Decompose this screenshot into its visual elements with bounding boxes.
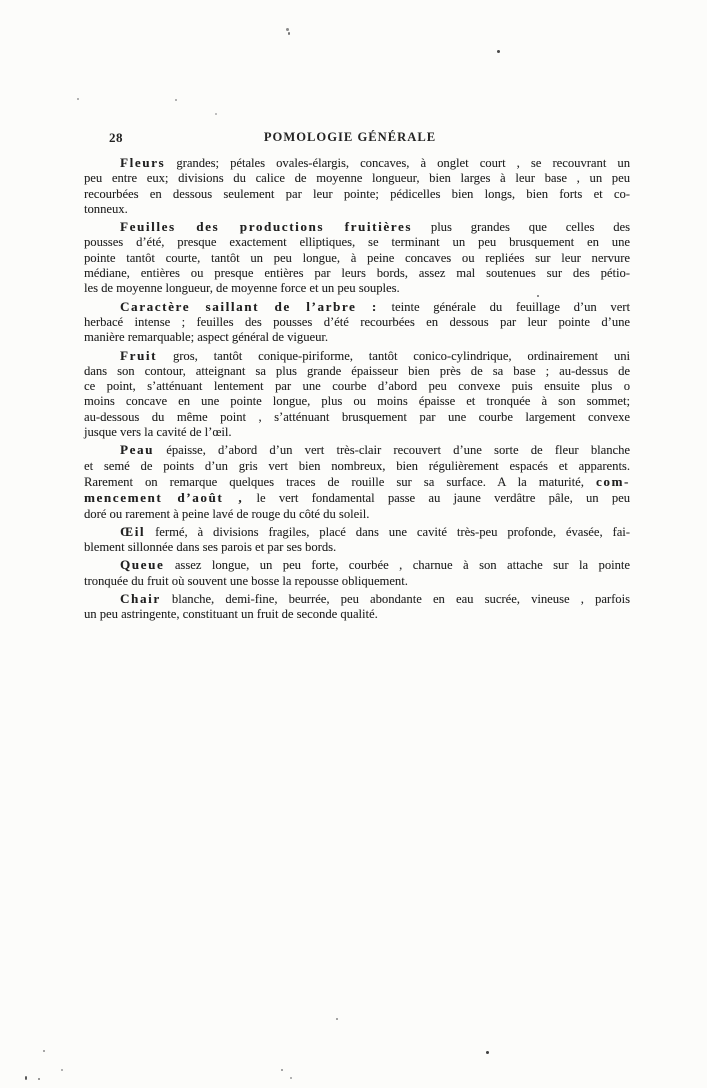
body-text: ce point, s’atténuant lentement par une courbe d’abord peu convexe puis ensuite plus o: [84, 379, 630, 394]
paragraph: [84, 155, 630, 217]
lead-word: Chair: [120, 591, 161, 607]
body-text: moins concave en une pointe longue, plus ou moins épaisse et tronquée à son sommet;: [84, 394, 630, 409]
lead-word: Feuilles des productions fruitières: [120, 219, 413, 235]
body-text: pointe tantôt courte, tantôt un peu longue, à peine concaves ou repliées sur leur nervure: [84, 250, 630, 265]
body-text: blement sillonnée dans ses parois et par ses bords.: [84, 540, 337, 555]
lead-word: Queue: [120, 557, 165, 573]
text-line: [84, 219, 630, 235]
text-line: [84, 299, 630, 315]
body-text: recourbées en dessous seulement par leur pointe; pédicelles bien longs, bien forts et co-: [84, 186, 630, 201]
body-text: herbacé intense ; feuilles des pousses d’été recourbées en dessous par leur pointe d’une: [84, 314, 630, 329]
text-line: [84, 394, 630, 409]
text-line: [84, 187, 630, 202]
body-text: tonneux.: [84, 201, 128, 216]
text-line: [84, 202, 630, 217]
scan-speck: [281, 1069, 283, 1071]
body-text: épaisse, d’abord d’un vert très-clair recouvert d’une sorte de fleur blanche: [154, 443, 630, 458]
paragraph: [84, 219, 630, 296]
text-line: [84, 235, 630, 250]
text-line: [84, 507, 630, 522]
text-line: [84, 490, 630, 506]
body-text: au-dessous du même point , s’atténuant brusquement par une courbe largement convexe: [84, 409, 630, 424]
paragraph: [84, 299, 630, 346]
paragraph: [84, 442, 630, 521]
text-line: [84, 315, 630, 330]
text-line: [84, 251, 630, 266]
scan-speck: [288, 32, 290, 35]
body-text: médiane, entières ou presque entières par leurs bords, assez mal soutenues sur des pétio-: [84, 266, 630, 281]
text-line: [84, 459, 630, 474]
paragraph: [84, 591, 630, 623]
paragraph: [84, 348, 630, 441]
lead-word: mencement d’août ,: [84, 490, 244, 506]
body-text: les de moyenne longueur, de moyenne force et un peu souples.: [84, 281, 400, 296]
body-text: gros, tantôt conique-piriforme, tantôt conico-cylindrique, ordinairement uni: [157, 348, 630, 363]
text-line: [84, 379, 630, 394]
text-line: [84, 171, 630, 186]
paragraph: [84, 524, 630, 556]
text-line: [84, 474, 630, 490]
body-text: teinte générale du feuillage d’un vert: [377, 299, 630, 314]
body-text: blanche, demi-fine, beurrée, peu abondante en eau sucrée, vineuse , parfois: [160, 592, 630, 607]
body-text: assez longue, un peu forte, courbée , charnue à son attache sur la pointe: [164, 558, 630, 573]
body-text: fermé, à divisions fragiles, placé dans une cavité très-peu profonde, évasée, fai-: [145, 524, 630, 539]
text-line: [84, 607, 630, 622]
text-line: [84, 591, 630, 607]
scan-speck: [537, 295, 539, 297]
text-line: [84, 348, 630, 364]
body-text: et semé de points d’un gris vert bien nombreux, bien régulièrement espacés et apparents.: [84, 458, 630, 473]
scan-speck: [215, 113, 217, 115]
scan-speck: [290, 1077, 292, 1079]
page-number: 28: [109, 130, 123, 145]
lead-word: com-: [595, 473, 630, 489]
text-line: [84, 281, 630, 296]
scan-speck: [43, 1050, 45, 1052]
running-title: POMOLOGIE GÉNÉRALE: [263, 130, 437, 144]
body-text: dans son contour, atteignant sa plus grande épaisseur bien près de sa base ; au-dessus de: [84, 363, 630, 378]
text-line: [84, 442, 630, 458]
scan-speck: [61, 1069, 63, 1071]
scan-speck: [286, 28, 289, 31]
text-line: [84, 557, 630, 573]
body-text: peu entre eux; divisions du calice de moyenne longueur, bien larges à leur base , un peu: [84, 171, 630, 186]
body-text: un peu astringente, constituant un fruit de seconde qualité.: [84, 607, 378, 622]
text-block: [84, 155, 630, 623]
text-line: [84, 266, 630, 281]
text-line: [84, 155, 630, 171]
text-line: [84, 524, 630, 540]
lead-word: Caractère saillant de l’arbre :: [120, 298, 378, 314]
body-text: jusque vers la cavité de l’œil.: [84, 425, 232, 440]
body-text: Rarement on remarque quelques traces de rouille sur sa surface. A la maturité,: [84, 474, 596, 489]
lead-word: Peau: [120, 442, 155, 458]
lead-word: Fruit: [120, 347, 158, 363]
scan-speck: [497, 50, 500, 53]
text-line: [84, 540, 630, 555]
scan-speck: [25, 1076, 27, 1080]
body-text: plus grandes que celles des: [412, 220, 631, 235]
text-line: [84, 364, 630, 379]
body-text: tronquée du fruit où souvent une bosse la repousse obliquement.: [84, 573, 408, 588]
text-line: [84, 410, 630, 425]
text-line: [84, 574, 630, 589]
scan-speck: [336, 1018, 338, 1020]
scan-speck: [175, 99, 177, 101]
lead-word: Fleurs: [120, 155, 166, 170]
text-line: [84, 425, 630, 440]
body-text: pousses d’été, presque exactement elliptiques, se terminant un peu brusquement en une: [84, 235, 630, 250]
body-text: manière remarquable; aspect général de vigueur.: [84, 330, 329, 345]
text-line: [84, 330, 630, 345]
body-text: le vert fondamental passe au jaune verdâtre pâle, un peu: [243, 491, 631, 506]
scan-speck: [486, 1051, 489, 1054]
body-text: grandes; pétales ovales-élargis, concaves, à onglet court , se recouvrant un: [165, 156, 630, 170]
body-text: doré ou rarement à peine lavé de rouge du côté du soleil.: [84, 506, 370, 521]
lead-word: Œil: [120, 523, 146, 539]
scan-speck: [77, 98, 79, 100]
paragraph: [84, 557, 630, 589]
scan-speck: [38, 1078, 40, 1080]
